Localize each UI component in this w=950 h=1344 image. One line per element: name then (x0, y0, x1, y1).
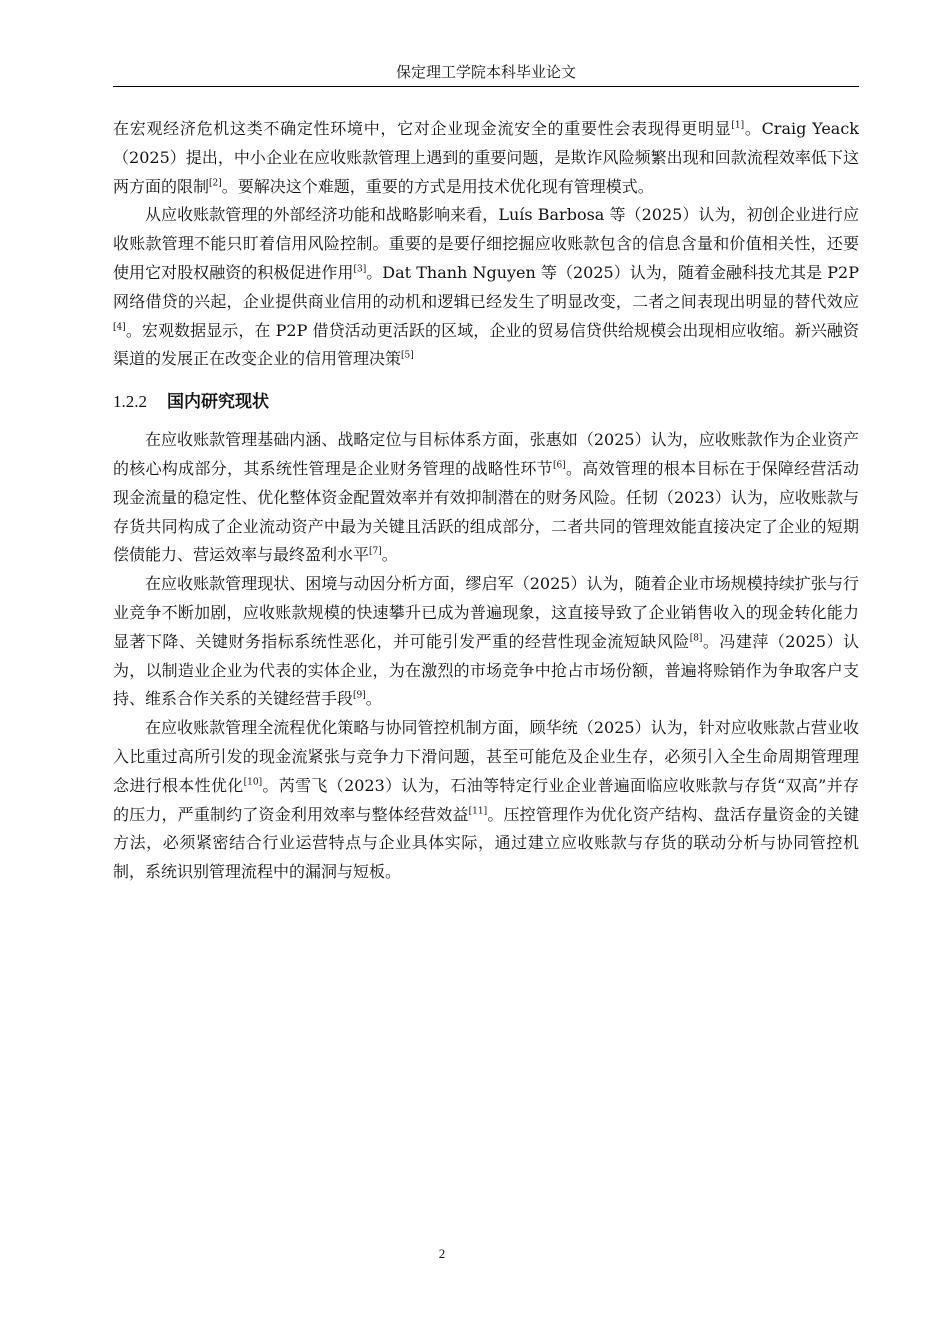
paragraph-domestic-1 (113, 426, 859, 570)
paragraph-text: 从应收账款管理的外部经济功能和战略影响来看，Luís Barbosa 等（2025）认为，初创企业进行应收账款管理不能只盯着信用风险控制。重要的是要仔细挖掘应收账款包含的信息含量和价值相关性，还要使用它对股权融资的积极促进作用 (113, 205, 859, 282)
paragraph-text: 。芮雪飞（2023）认为，石油等特定行业企业普遍面临应收账款与存货“双高”并存的压力，严重制约了资金利用效率与整体经营效益 (113, 775, 859, 824)
page-header (113, 62, 859, 87)
paragraph-text: 在应收账款管理基础内涵、战略定位与目标体系方面，张惠如（2025）认为，应收账款作为企业资产的核心构成部分，其系统性管理是企业财务管理的战略性环节 (113, 430, 859, 478)
paragraph-text: 。宏观数据显示，在 P2P 借贷活动更活跃的区域，企业的贸易信贷供给规模会出现相应收缩。新兴融资渠道的发展正在改变企业的信用管理决策 (113, 320, 859, 369)
citation-ref: [6] (552, 460, 566, 471)
citation-ref: [9] (353, 691, 366, 702)
page-number: 2 (438, 1246, 446, 1261)
document-body (113, 115, 859, 887)
paragraph-text: 。要解决这个难题，重要的方式是用技术优化现有管理模式。 (221, 176, 654, 196)
section-number: 1.2.2 (113, 392, 147, 412)
paragraph-text: 。冯建萍（2025）认为，以制造业企业为代表的实体企业，为在激烈的市场竞争中抢占市场份额，普遍将赊销作为争取客户支持、维系合作关系的关键经营手段 (113, 631, 859, 709)
citation-ref: [5] (401, 351, 414, 362)
paragraph-text: 。Craig Yeack（2025）提出，中小企业在应收账款管理上遇到的重要问题，是欺诈风险频繁出现和回款流程效率低下这两方面的限制 (113, 119, 859, 196)
paragraph-text: 。高效管理的根本目标在于保障经营活动现金流量的稳定性、优化整体资金配置效率并有效抑制潜在的财务风险。任韧（2023）认为，应收账款与存货共同构成了企业流动资产中最为关键且活跃的组成部分，二者共同的管理效能直接决定了企业的短期偿债能力、营运效率与最终盈利水平 (113, 458, 859, 565)
paragraph-text: 在宏观经济危机这类不确定性环境中，它对企业现金流安全的重要性会表现得更明显 (113, 119, 732, 138)
page-footer (0, 1246, 950, 1262)
header-title: 保定理工学院本科毕业论文 (395, 63, 576, 81)
citation-ref: [3] (353, 264, 367, 275)
citation-ref: [10] (243, 777, 263, 788)
paragraph-text: 。Dat Thanh Nguyen 等（2025）认为，随着金融科技尤其是 P2P 网络借贷的兴起，企业提供商业信用的动机和逻辑已经发生了明显改变，二者之间表现出明显的替代效应 (113, 262, 859, 311)
citation-ref: [1] (731, 120, 745, 131)
paragraph-text: 在应收账款管理全流程优化策略与协同管控机制方面，顾华统（2025）认为，针对应收账款占营业收入比重过高所引发的现金流紧张与竞争力下滑问题，甚至可能危及企业生存，必须引入全生命周期管理理念进行根本性优化 (113, 718, 859, 795)
citation-ref: [2] (209, 178, 222, 189)
section-heading (113, 388, 859, 416)
paragraph-text: 在应收账款管理现状、困境与动因分析方面，缪启军（2025）认为，随着企业市场规模持续扩张与行业竞争不断加剧，应收账款规模的快速攀升已成为普遍现象，这直接导致了企业销售收入的现金转化能力显著下降、关键财务指标系统性恶化，并可能引发严重的经营性现金流短缺风险 (113, 574, 859, 651)
citation-ref: [8] (689, 633, 703, 644)
paragraph-text: 。 (365, 689, 382, 709)
paragraph-continued (113, 115, 859, 201)
section-title: 国内研究现状 (167, 392, 269, 413)
paragraph-domestic-2 (113, 570, 859, 714)
paragraph-domestic-3 (113, 714, 859, 887)
paragraph-text: 。压控管理作为优化资产结构、盘活存量资金的关键方法，必须紧密结合行业运营特点与企业具体实际，通过建立应收账款与存货的联动分析与协同管控机制，系统识别管理流程中的漏洞与短板。 (113, 804, 859, 882)
paragraph-text: 。 (381, 545, 398, 565)
paragraph-foreign-research (113, 201, 859, 374)
citation-ref: [11] (468, 806, 488, 817)
citation-ref: [7] (369, 547, 382, 558)
citation-ref: [4] (113, 322, 126, 333)
